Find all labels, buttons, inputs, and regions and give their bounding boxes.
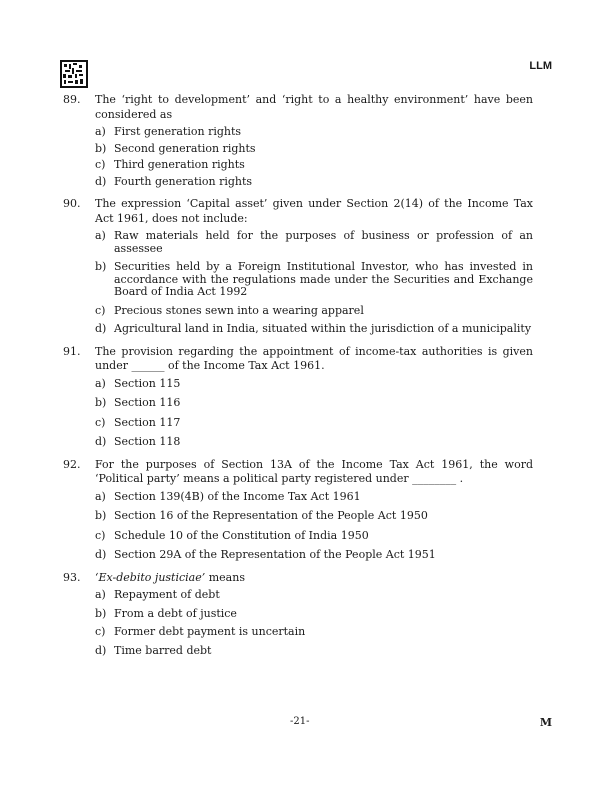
option-text: Raw materials held for the purposes of business or profession of an assessee: [114, 229, 533, 255]
option-label: b): [95, 396, 107, 409]
option-label: c): [95, 415, 106, 429]
question-number: 92.: [63, 457, 81, 471]
option-label: d): [95, 322, 107, 335]
option-label: b): [95, 260, 107, 273]
option-text: Section 118: [114, 435, 181, 448]
option-label: a): [95, 489, 106, 503]
question-text: The provision regarding the appointment of income-tax authorities is given under ______ of the Income Tax Act 1961.: [95, 344, 533, 372]
option-text: Time barred debt: [114, 643, 212, 657]
option-text: Repayment of debt: [114, 588, 220, 601]
option-text: Precious stones sewn into a wearing apparel: [114, 303, 364, 317]
question-92: [63, 458, 533, 562]
set-code: M: [539, 716, 552, 729]
option-text: Former debt payment is uncertain: [114, 625, 306, 638]
option-label: c): [95, 528, 106, 542]
option-label: b): [95, 141, 107, 155]
option-text: Third generation rights: [114, 158, 245, 171]
question-text-rest: means: [205, 570, 245, 584]
question-text: [95, 571, 533, 586]
option-text: Section 115: [114, 376, 181, 390]
option-label: d): [95, 548, 107, 561]
option-text: Agricultural land in India, situated within the jurisdiction of a municipality: [114, 322, 532, 335]
option-text: Schedule 10 of the Constitution of India 1950: [114, 528, 369, 542]
option-label: c): [95, 158, 106, 171]
qr-code-icon: [60, 60, 88, 88]
question-89: [63, 93, 533, 188]
question-91: [63, 345, 533, 449]
option-text: Securities held by a Foreign Institutional Investor, who has invested in accordance with the regulations made under the Securities and Exchange Board of India Act 1992: [114, 260, 533, 298]
question-90: [63, 197, 533, 336]
question-number: 91.: [63, 344, 81, 358]
option-label: d): [95, 435, 107, 448]
option-text: Second generation rights: [114, 141, 256, 155]
question-text: The ‘right to development’ and ‘right to a healthy environment’ have been considered as: [95, 93, 533, 121]
question-text: The expression ‘Capital asset’ given under Section 2(14) of the Income Tax Act 1961, does not include:: [95, 197, 533, 225]
question-text: For the purposes of Section 13A of the Income Tax Act 1961, the word ‘Political party’ means a political party registered under ________ .: [95, 457, 533, 485]
question-number: 90.: [63, 197, 81, 210]
option-label: c): [95, 625, 106, 638]
option-label: d): [95, 174, 107, 188]
option-text: Section 117: [114, 415, 181, 429]
question-list: [63, 93, 533, 657]
option-text: Section 139(4B) of the Income Tax Act 1961: [114, 489, 361, 503]
option-label: d): [95, 643, 107, 657]
option-label: a): [95, 588, 106, 601]
option-label: a): [95, 125, 106, 138]
option-text: Fourth generation rights: [114, 174, 253, 188]
option-text: From a debt of justice: [114, 606, 237, 620]
option-label: c): [95, 303, 106, 317]
option-text: Section 29A of the Representation of the People Act 1951: [114, 548, 436, 561]
page-number: -21-: [290, 716, 310, 727]
question-latin-phrase: ‘Ex-debito justiciae’: [95, 570, 206, 584]
option-text: First generation rights: [114, 125, 242, 138]
option-label: b): [95, 509, 107, 522]
question-93: [63, 571, 533, 658]
option-text: Section 116: [114, 396, 181, 409]
question-number: 89.: [63, 93, 81, 106]
option-label: a): [95, 376, 106, 390]
paper-code: LLM: [529, 60, 552, 72]
question-number: 93.: [63, 570, 81, 584]
option-text: Section 16 of the Representation of the People Act 1950: [114, 509, 428, 522]
option-label: b): [95, 606, 107, 620]
option-label: a): [95, 229, 106, 242]
